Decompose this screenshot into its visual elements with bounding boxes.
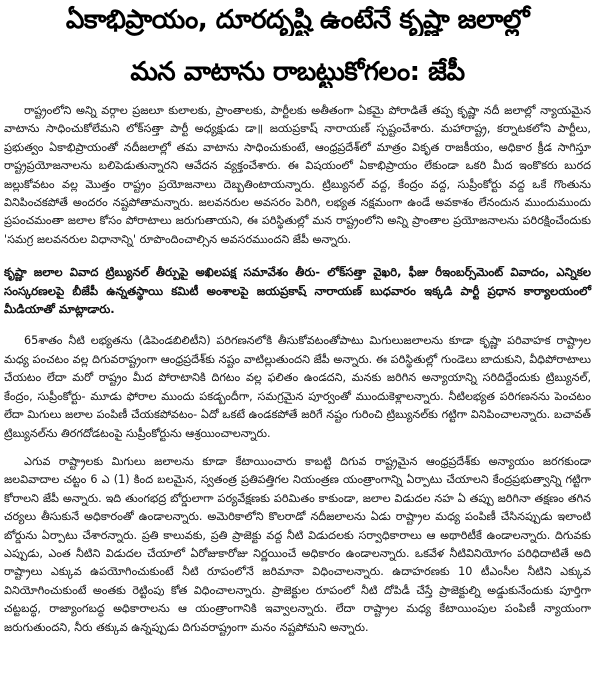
headline-line-2: మన వాటాను రాబట్టుకోగలం: జేపీ [130, 57, 465, 87]
article-body [4, 102, 591, 637]
article-paragraph: 65శాతం నీటి లభ్యతను (డిపెండబిలిటీని) పరిగణనలోకి తీసుకోవటంతోపాటు మిగులుజలాలను కూడా కృష్ణా పరివాహక రాష్ట్రాల మధ్య పంచటం వల్ల దిగువరాష్ట్రంగా ఆంధ్రప్రదేశ్‌కు నష్టం వాటిల్లుతుందని జేపీ అన్నారు. ఈ పరిస్థితుల్లో గుండెలు బాదుకుని, వీధిపోరాటాలు చేయటం లేదా మరో రాష్ట్రం మీద పోరాటానికి దిగటం వల్ల ఫలితం ఉండదని, మనకు జరిగిన అన్యాయాన్ని సరిదిద్దేందుకు ట్రిబ్యునల్, కేంద్రం, సుప్రీంకోర్టు- మూడు ఫోరాల ముందు పకడ్బందీగా, సమగ్రమైన పూర్వంతో ముందుకెళ్లాలన్నారు. నీటిలభ్యత పరిగణనను పెంచటం లేదా మిగులు జలాల పంపిణీ చేయకపోవటం- ఏదో ఒకటే ఉండకపోతే జరిగే నష్టం గురించి ట్రిబ్యునల్‌కు గట్టిగా వినిపించాలన్నారు. బచావత్ ట్రిబ్యునల్‌ను తిరగదోడటంపై సుప్రీంకోర్టును ఆశ్రయించాలన్నారు. [4, 334, 591, 440]
headline-line-1: ఏకాభిప్రాయం, దూరదృష్టి ఉంటేనే కృష్ణా జలాల్లో [65, 5, 530, 35]
article-paragraph: రాష్ట్రంలోని అన్ని వర్గాల ప్రజలూ కులాలకు, ప్రాంతాలకు, పార్టీలకు అతీతంగా ఏకమై పోరాడితే తప్ప కృష్ణా నదీ జలాల్లో న్యాయమైన వాటాను సాధించుకోలేమని లోక్‌సత్తా పార్టీ అధ్యక్షుడు డా॥ జయప్రకాష్ నారాయణ్ స్పష్టంచేశారు. మహారాష్ట్ర, కర్నాటకలోని పార్టీలు, ప్రభుత్వం ఏకాభిప్రాయంతో నదీజలాల్లో తమ వాటాను సాధించుకుంటే, ఆంధ్రప్రదేశ్‌లో మాత్రం వికృత రాజకీయం, అధికార క్రీడ సాగిస్తూ రాష్ట్రప్రయోజనాలను బలిపెడుతున్నారని ఆవేదన వ్యక్తంచేశారు. ఈ విషయంలో ఏకాభిప్రాయం లేకుండా ఒకరి మీద ఇంకొకరు బురద జల్లుకోవటం వల్ల మొత్తం రాష్ట్రం ప్రయోజనాలు దెబ్బతింటాయన్నారు. ట్రిబ్యునల్ వద్ద, కేంద్రం వద్ద, సుప్రీంకోర్టు వద్ద ఒకే గొంతును వినిపించకపోతే అందరం నష్టపోతామన్నారు. జలవనరుల అవసరం పెరిగి, లభ్యత నక్షమంగా ఉండే అవకాశం లేనందున ముందుముందు ప్రపంచమంతా జలాల కోసం పోరాటాలు జరుగుతాయని, ఈ పరిస్థితుల్లో మన రాష్ట్రంలోని అన్ని ప్రాంతాల ప్రయోజనాలను పరిరక్షించేందుకు 'సమగ్ర జలవనరుల విధానాన్ని' రూపొందించాల్సిన అవసరముందని జేపీ అన్నారు. [4, 104, 591, 246]
article-subhead: కృష్ణా జలాల వివాద ట్రిబ్యునల్ తీర్పుపై అఖిలపక్ష సమావేశం తీరు- లోక్‌సత్తా వైఖరి, ఫీజు రీఇంబర్స్‌మెంట్ వివాదం, ఎన్నికల సంస్కరణలపై బీజేపీ ఉన్నతస్థాయి కమిటీ అంశాలపై జయప్రకాష్ నారాయణ్ బుధవారం ఇక్కడి పార్టీ ప్రధాన కార్యాలయంలో మీడియాతో మాట్లాడారు. [4, 265, 591, 317]
article-paragraph: ఎగువ రాష్ట్రాలకు మిగులు జలాలను కూడా కేటాయించారు కాబట్టి దిగువ రాష్ట్రమైన ఆంధ్రప్రదేశ్‌కు అన్యాయం జరగకుండా జలవివాదాల చట్టం 6 ఎ (1) కింద బలమైన, స్వతంత్ర ప్రతిపత్తిగల నియంత్రణ యంత్రాంగాన్ని ఏర్పాటు చేయాలని కేంద్రప్రభుత్వాన్ని గట్టిగా కోరాలని జేపీ అన్నారు. ఇది తుంగభద్ర బోర్డులాగా పర్యవేక్షణకు పరిమితం కాకుండా, జలాల విడుదల నహ ఏ తప్పు జరిగినా తక్షణం తగిన చర్యలు తీసుకునే అధికారంతో ఉండాలన్నారు. అమెరికాలోని కొలరాడో నదీజలాలను ఏడు రాష్ట్రాల మధ్య పంపిణీ చేసినప్పుడు ఇలాంటి బోర్డును ఏర్పాటు చేశారన్నారు. ప్రతి కాలువకు, ప్రతి ప్రాజెక్టు వద్ద నీటి విడుదలకు సర్వాధికారాలు ఆ అథారిటీకే ఉండాలన్నారు. దిగువకు ఎప్పుడు, ఎంత నీటిని విడుదల చేయాలో ఏరోజుకారోజు నిర్ణయించే అధికారం ఉండాలన్నారు. ఒకవేళ నీటివినియోగం పరిధిదాటితే అది రాష్ట్రాలు ఎక్కువ ఉపయోగించుకుంటే నీటి రూపంలోనే జరిమానా విధించాలన్నారు. ఉదాహరణకు 10 టీఎంసీల నీటిని ఎక్కువ వినియోగించుకుంటే అంతకు రెట్టింపు కోత విధించాలన్నారు. ప్రాజెక్టుల రూపంలో నీటి దోపిడీ చేస్తే ప్రాజెక్టుల్ని అడ్డుకునేందుకు పూర్తిగా చట్టబద్ధ, రాజ్యాంగబద్ధ అధికారాలను ఆ యంత్రాంగానికి ఇవ్వాలన్నారు. లేదా రాష్ట్రాల మధ్య కేటాయింపుల పంపిణీ న్యాయంగా జరుగుతుందని, నీరు తక్కువ ఉన్నప్పుడు దిగువరాష్ట్రంగా మనం నష్టపోమని అన్నారు. [4, 454, 591, 634]
